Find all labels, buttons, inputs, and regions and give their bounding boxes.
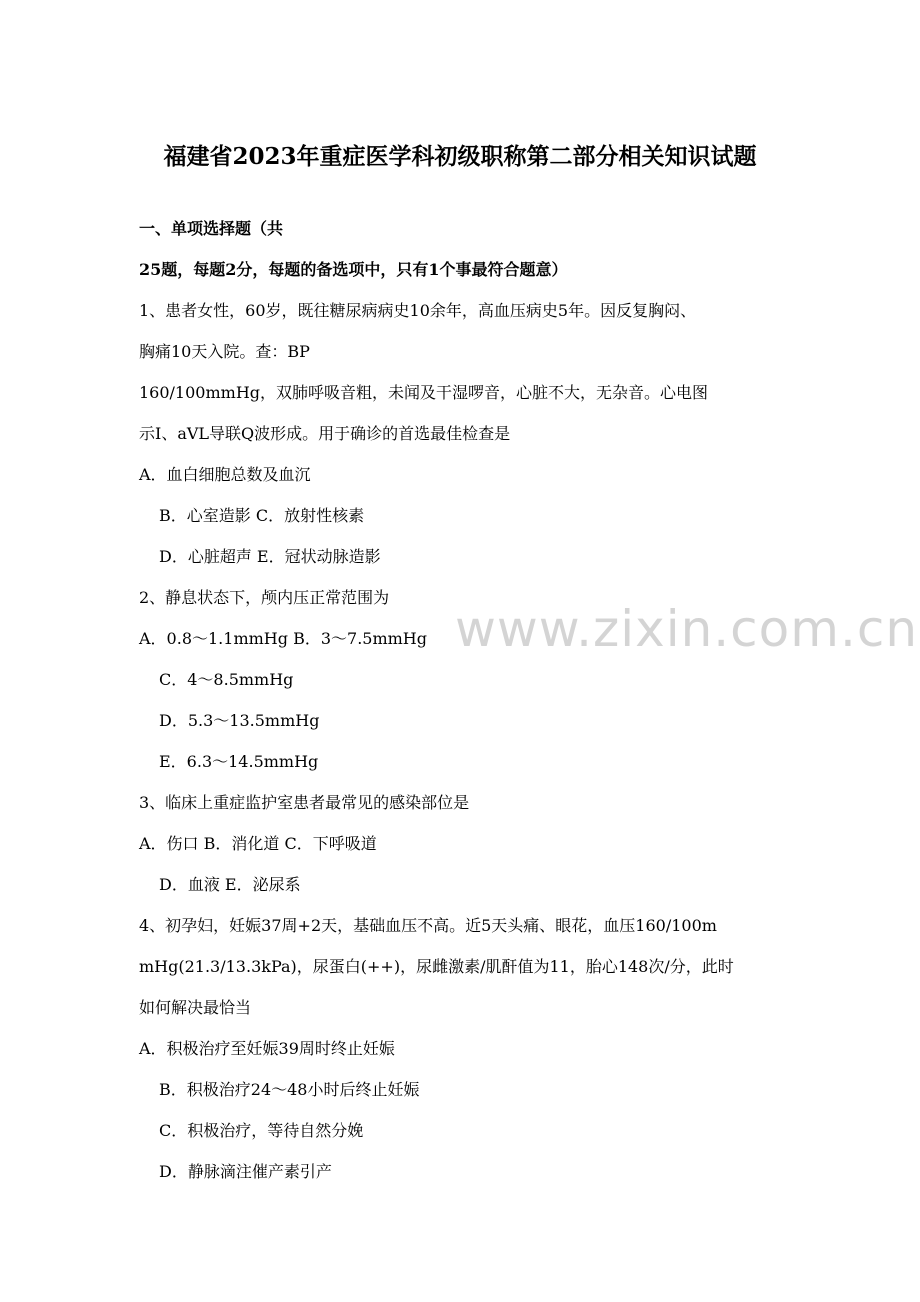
- option-line: D．5.3～13.5mmHg: [159, 711, 320, 730]
- section-heading: 一、单项选择题（共: [139, 219, 284, 238]
- option-line: E．6.3～14.5mmHg: [159, 752, 319, 771]
- question-stem-line: 胸痛10天入院。查：BP: [139, 342, 310, 361]
- document-body: [139, 214, 799, 1198]
- option-line: B．心室造影 C．放射性核素: [159, 506, 365, 525]
- section-note: 25题，每题2分，每题的备选项中，只有1个事最符合题意）: [139, 260, 568, 279]
- watermark: www.zixin.com.cn: [455, 600, 919, 658]
- question-stem-line: 1、患者女性，60岁，既往糖尿病病史10余年，高血压病史5年。因反复胸闷、: [139, 301, 697, 320]
- question-2: [139, 583, 799, 788]
- option-line: A．伤口 B．消化道 C．下呼吸道: [139, 834, 377, 853]
- question-stem-line: 3、临床上重症监护室患者最常见的感染部位是: [139, 793, 470, 812]
- question-stem-line: 示Ⅰ、aVL导联Q波形成。用于确诊的首选最佳检查是: [139, 424, 511, 443]
- question-4: [139, 911, 799, 1198]
- question-1: [139, 296, 799, 583]
- option-line: D．静脉滴注催产素引产: [159, 1162, 332, 1181]
- option-line: D．心脏超声 E．冠状动脉造影: [159, 547, 381, 566]
- option-line: C．4～8.5mmHg: [159, 670, 294, 689]
- option-line: A．积极治疗至妊娠39周时终止妊娠: [139, 1039, 395, 1058]
- option-line: D．血液 E．泌尿系: [159, 875, 301, 894]
- question-3: [139, 788, 799, 911]
- question-stem-line: 4、初孕妇，妊娠37周+2天，基础血压不高。近5天头痛、眼花，血压160/100m: [139, 916, 717, 935]
- question-stem-line: 2、静息状态下，颅内压正常范围为: [139, 588, 390, 607]
- option-line: A．血白细胞总数及血沉: [139, 465, 311, 484]
- question-stem-line: 160/100mmHg，双肺呼吸音粗，未闻及干湿啰音，心脏不大，无杂音。心电图: [139, 383, 709, 402]
- question-stem-line: 如何解决最恰当: [139, 998, 252, 1017]
- document-title: 福建省2023年重症医学科初级职称第二部分相关知识试题: [163, 143, 757, 170]
- option-line: B．积极治疗24～48小时后终止妊娠: [159, 1080, 420, 1099]
- question-stem-line: mHg(21.3/13.3kPa)，尿蛋白(++)，尿雌激素/肌酐值为11，胎心148次/分，此时: [139, 957, 734, 976]
- option-line: A．0.8～1.1mmHg B．3～7.5mmHg: [139, 629, 427, 648]
- option-line: C．积极治疗，等待自然分娩: [159, 1121, 364, 1140]
